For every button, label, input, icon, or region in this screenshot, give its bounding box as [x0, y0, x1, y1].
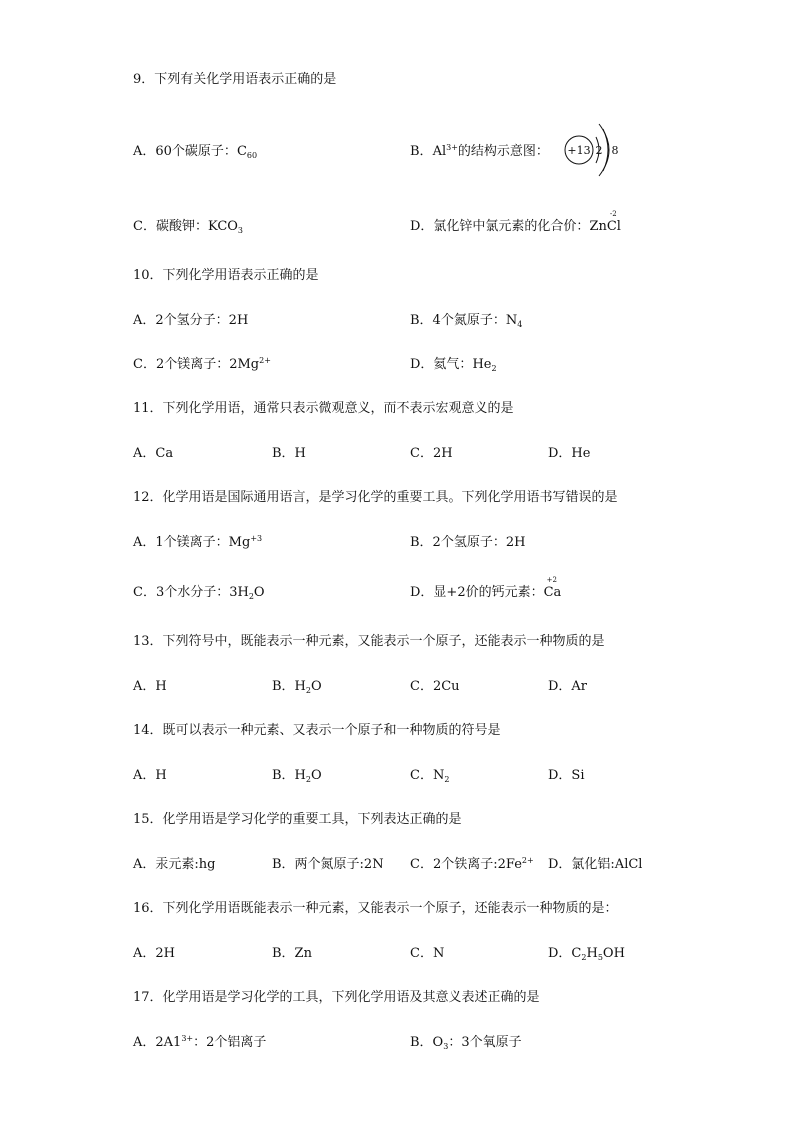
- shell-2-electrons: 8: [611, 144, 619, 157]
- q12-option-d: D．显+2价的钙元素： +2 Ca: [410, 576, 562, 600]
- q9-option-d: D．氯化锌中氯元素的化合价：Zn -2 Cl: [410, 210, 621, 234]
- q16-option-d: D．$C_2H_5OH$: [548, 946, 625, 962]
- q17-option-b: B．$O_3$：3个氧原子: [410, 1035, 522, 1051]
- q14-option-a: A．H: [133, 768, 167, 783]
- q11-option-c: C．2H: [410, 446, 453, 461]
- q15-option-c: C．2个铁离子$:2Fe^{2+}$: [410, 856, 534, 872]
- q9-option-a: A．60个碳原子：$C_{60}$: [133, 144, 258, 160]
- question-11-stem: 11．下列化学用语，通常只表示微观意义，而不表示宏观意义的是: [133, 401, 514, 416]
- q12-option-a: A．1个镁离子：$Mg^{+3}$: [133, 534, 263, 550]
- question-15-stem: 15．化学用语是学习化学的重要工具，下列表达正确的是: [133, 812, 462, 827]
- q16-option-b: B．Zn: [272, 946, 312, 961]
- q16-option-a: A．2H: [133, 946, 175, 961]
- nucleus-charge: +13: [567, 144, 591, 157]
- q13-option-d: D．Ar: [548, 679, 588, 694]
- q16-option-c: C．N: [410, 946, 445, 961]
- q11-option-b: B．H: [272, 446, 306, 461]
- q15-option-b: B．两个氮原子:2N: [272, 857, 384, 872]
- valence-mark: -2: [609, 210, 617, 218]
- question-10-stem: 10．下列化学用语表示正确的是: [133, 268, 319, 283]
- q17-option-a: A．$2A1^{3+}$：2个铝离子: [133, 1034, 267, 1050]
- q13-option-a: A．H: [133, 679, 167, 694]
- q9-option-c: C．碳酸钾：$KCO_3$: [133, 219, 244, 235]
- question-14-stem: 14．既可以表示一种元素、又表示一个原子和一种物质的符号是: [133, 723, 501, 738]
- q13-option-c: C．2Cu: [410, 679, 460, 694]
- question-16-stem: 16．下列化学用语既能表示一种元素，又能表示一个原子，还能表示一种物质的是：: [133, 901, 618, 916]
- shell-1-electrons: 2: [595, 144, 603, 157]
- q14-option-d: D．Si: [548, 768, 585, 783]
- aluminum-ion-structure-diagram: [563, 120, 623, 180]
- question-13-stem: 13．下列符号中，既能表示一种元素，又能表示一个原子，还能表示一种物质的是: [133, 634, 605, 649]
- q14-option-c: C．$N_2$: [410, 768, 450, 784]
- q11-option-a: A．Ca: [133, 446, 174, 461]
- q10-option-c: C．2个镁离子：$2Mg^{2+}$: [133, 356, 271, 372]
- q13-option-b: B．$H_2O$: [272, 679, 322, 695]
- q10-option-a: A．2个氢分子：2H: [133, 313, 249, 328]
- q15-option-a: A．汞元素:hg: [133, 857, 216, 872]
- question-17-stem: 17．化学用语是学习化学的工具，下列化学用语及其意义表述正确的是: [133, 990, 540, 1005]
- q15-option-d: D．氯化铝:AlCl: [548, 857, 643, 872]
- valence-mark: +2: [546, 576, 557, 584]
- q12-option-c: C．3个水分子：$3H_2O$: [133, 585, 265, 601]
- q11-option-d: D．He: [548, 446, 591, 461]
- q12-option-b: B．2个氢原子：2H: [410, 535, 526, 550]
- q10-option-d: D．氦气：$He_2$: [410, 357, 497, 373]
- q9-option-b: B．$Al^{3+}$的结构示意图：: [410, 143, 549, 159]
- q10-option-b: B．4个氮原子：$N_4$: [410, 313, 523, 329]
- question-9-stem: 9．下列有关化学用语表示正确的是: [133, 72, 337, 87]
- question-12-stem: 12．化学用语是国际通用语言，是学习化学的重要工具。下列化学用语书写错误的是: [133, 490, 618, 505]
- q14-option-b: B．$H_2O$: [272, 768, 322, 784]
